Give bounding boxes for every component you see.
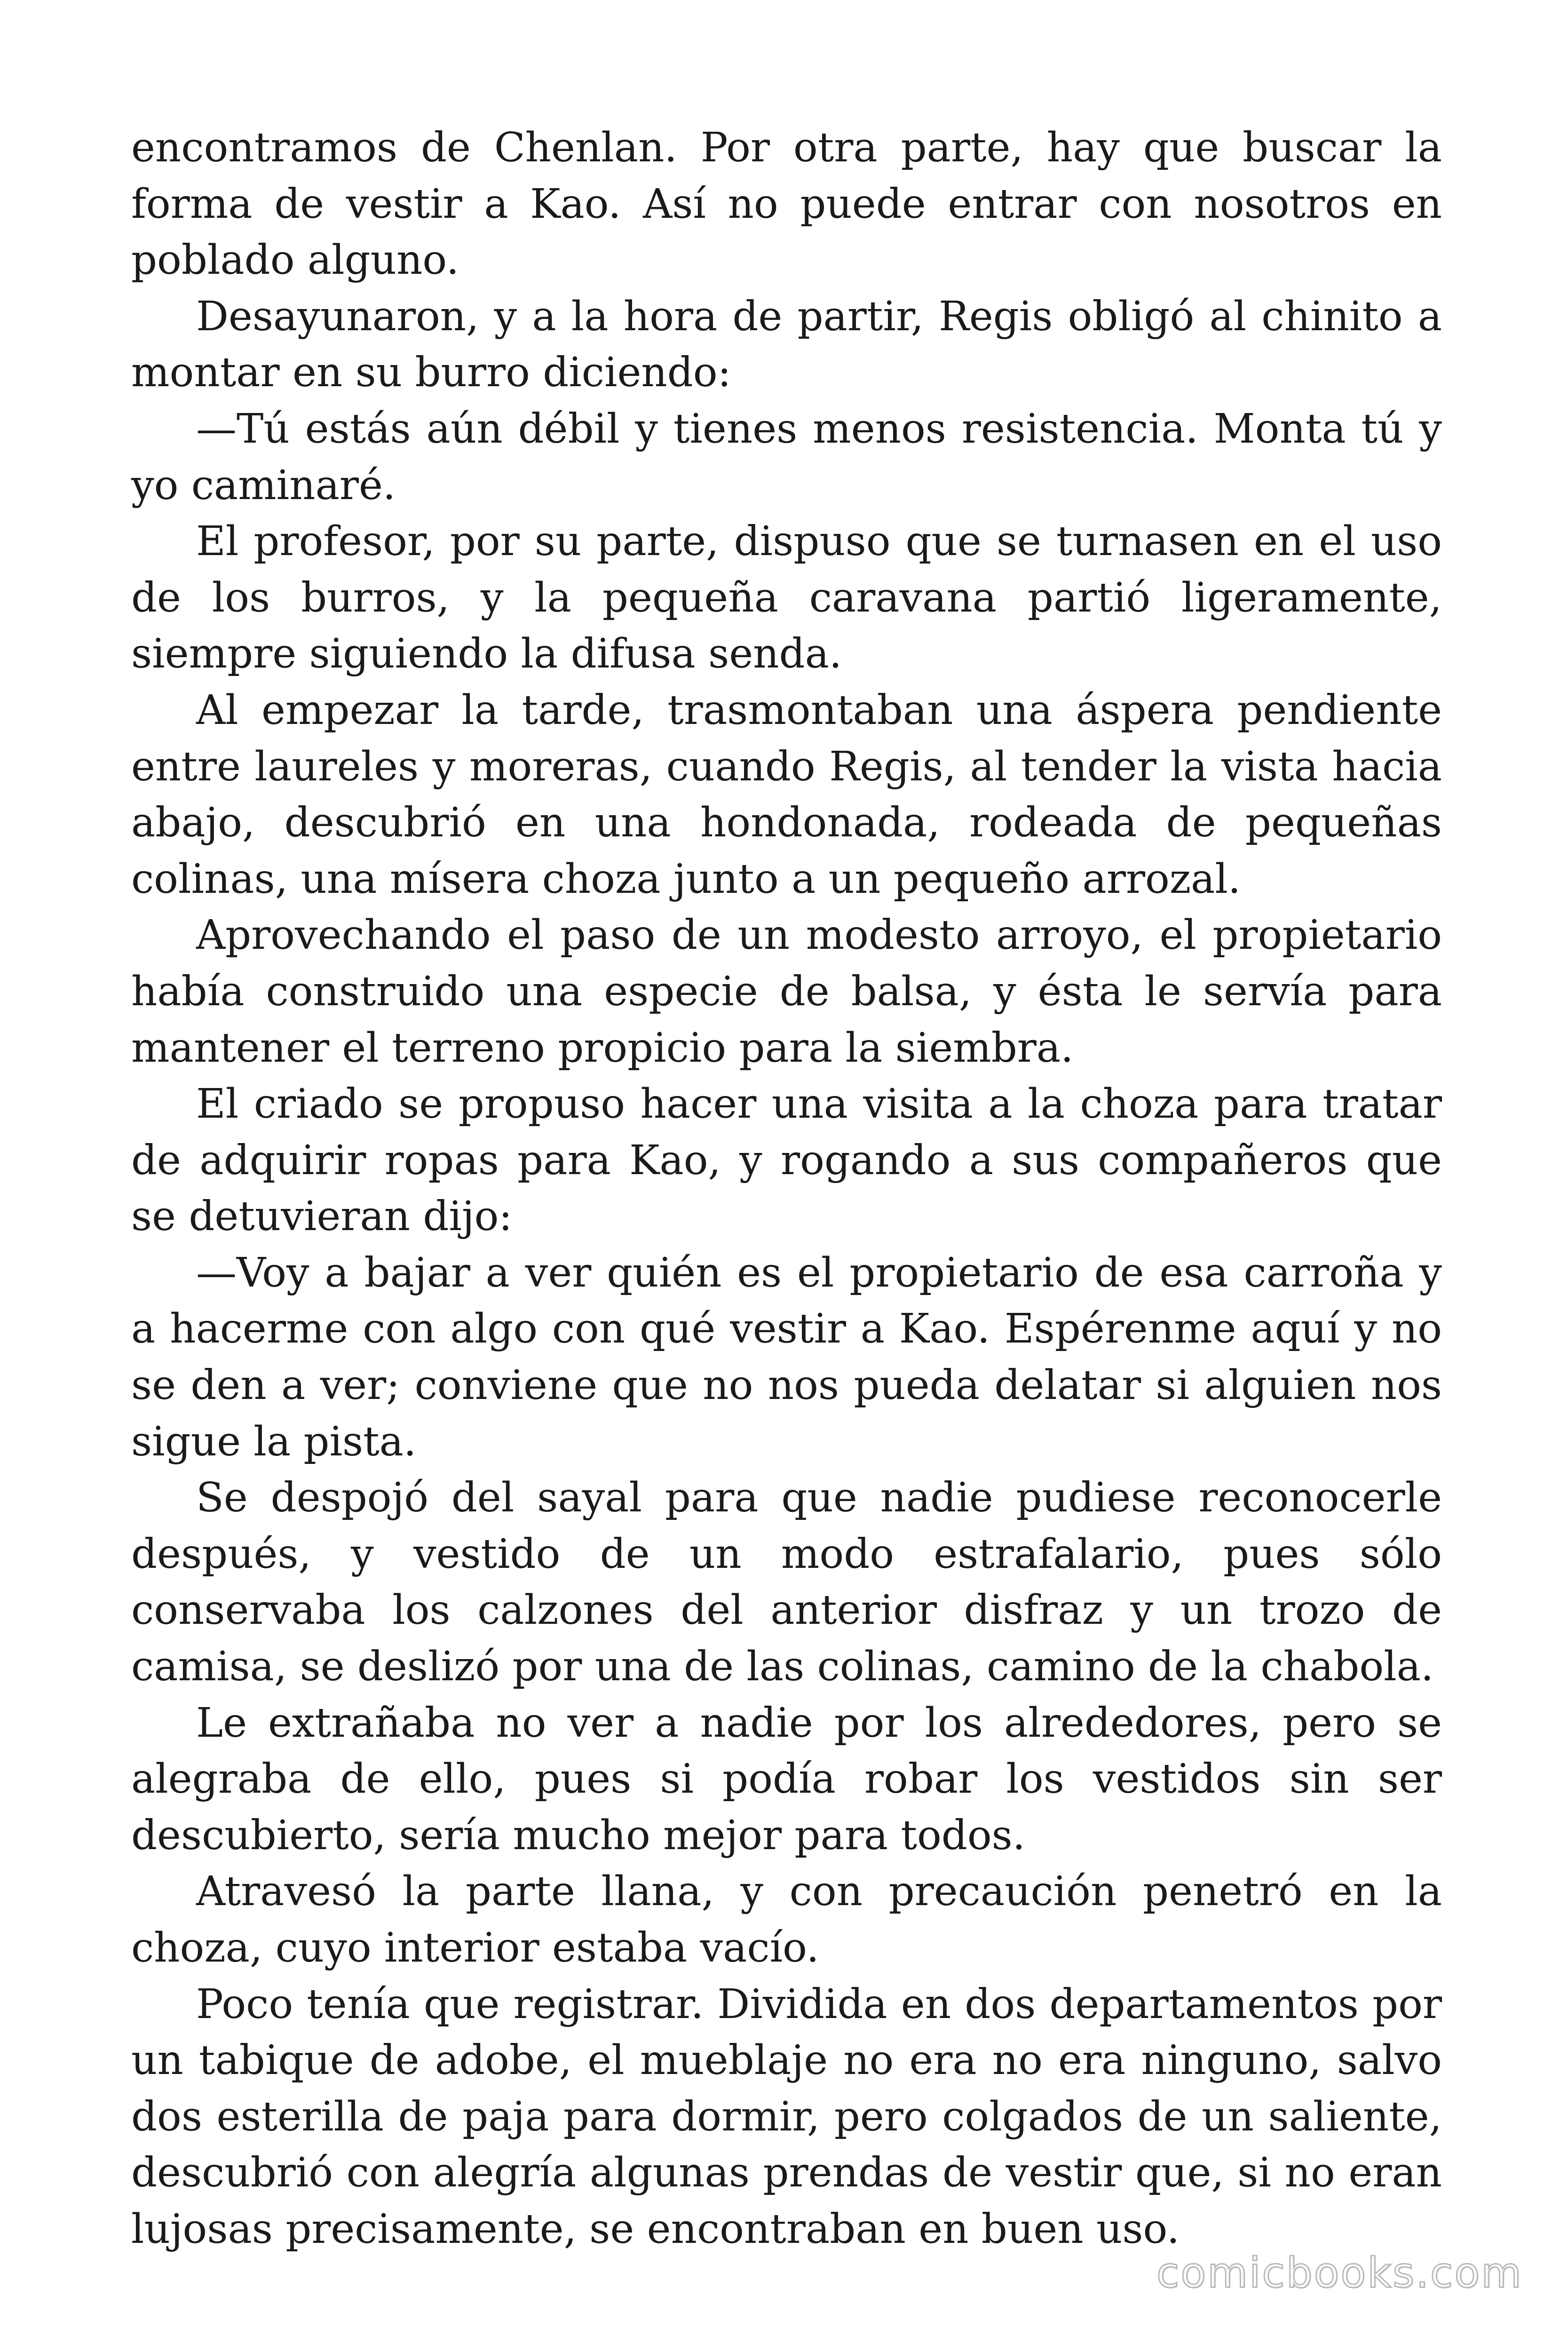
paragraph-12: Poco tenía que registrar. Dividida en dos departamentos por un tabique de adobe, el mueblaje no era no era ninguno, salvo dos esterilla de paja para dormir, pero colgados de un saliente, descubrió con alegría algunas prendas de vestir que, si no eran lujosas precisamente, se encontraban en buen uso. <box>131 1980 1442 2253</box>
paragraph-5: Al empezar la tarde, trasmontaban una áspera pendiente entre laureles y moreras, cuando Regis, al tender la vista hacia abajo, descubrió en una hondonada, rodeada de pequeñas colinas, una mísera choza junto a un pequeño arrozal. <box>131 686 1442 903</box>
paragraph-6: Aprovechando el paso de un modesto arroyo, el propietario había construido una especie de balsa, y ésta le servía para mantener el terreno propicio para la siembra. <box>131 912 1442 1072</box>
paragraph-9: Se despojó del sayal para que nadie pudiese reconocerle después, y vestido de un modo estrafalario, pues sólo conservaba los calzones del anterior disfraz y un trozo de camisa, se deslizó por una de las colinas, camino de la chabola. <box>131 1474 1442 1691</box>
paragraph-11: Atravesó la parte llana, y con precaución penetró en la choza, cuyo interior estaba vacío. <box>131 1868 1442 1971</box>
paragraph-2: Desayunaron, y a la hora de partir, Regis obligó al chinito a montar en su burro diciendo: <box>131 293 1442 397</box>
paragraph-10: Le extrañaba no ver a nadie por los alrededores, pero se alegraba de ello, pues si podía robar los vestidos sin ser descubierto, sería mucho mejor para todos. <box>131 1699 1442 1859</box>
paragraph-8: —Voy a bajar a ver quién es el propietario de esa carroña y a hacerme con algo con qué vestir a Kao. Espérenme aquí y no se den a ver; conviene que no nos pueda delatar si alguien nos sigue la pista. <box>131 1249 1442 1465</box>
paragraph-7: El criado se propuso hacer una visita a la choza para tratar de adquirir ropas para Kao, y rogando a sus compañeros que se detuvieran dijo: <box>131 1081 1442 1240</box>
paragraph-3: —Tú estás aún débil y tienes menos resistencia. Monta tú y yo caminaré. <box>131 405 1442 509</box>
paragraph-1: encontramos de Chenlan. Por otra parte, hay que buscar la forma de vestir a Kao. Así no puede entrar con nosotros en poblado alguno. <box>131 124 1442 284</box>
paragraph-4: El profesor, por su parte, dispuso que se turnasen en el uso de los burros, y la pequeña caravana partió ligeramente, siempre siguiendo la difusa senda. <box>131 518 1442 678</box>
watermark-text: comicbooks.com <box>1156 2249 1523 2297</box>
page-text <box>131 120 1442 2258</box>
